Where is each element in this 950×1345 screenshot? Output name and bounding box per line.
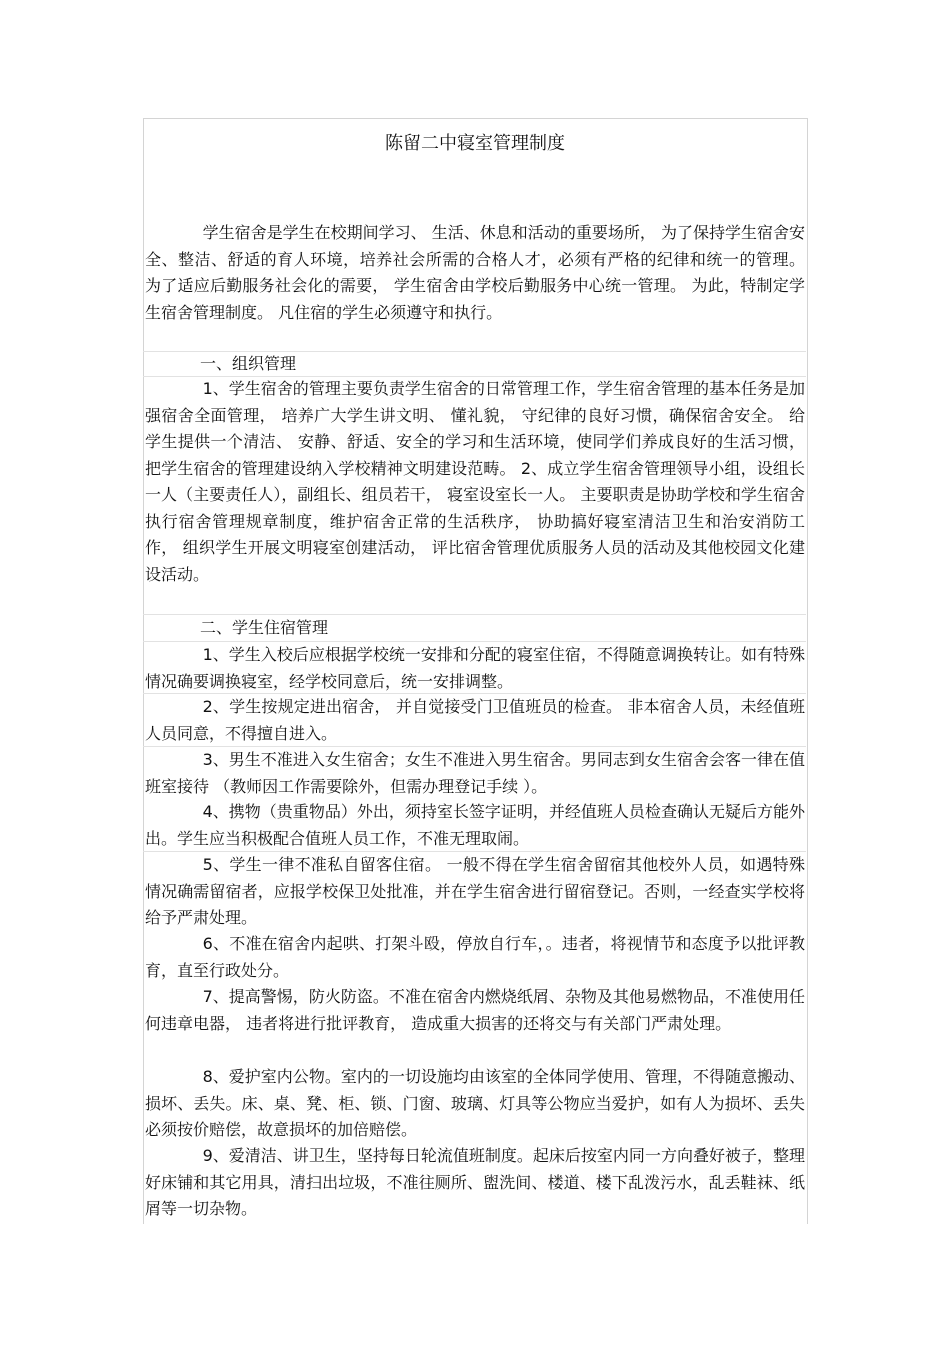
rule-item-6: 6、不准在宿舍内起哄、打架斗殴，停放自行车，。违者，将视情节和态度予以批评教育，直至行政处分。 [145, 934, 805, 980]
intro-paragraph: 学生宿舍是学生在校期间学习、 生活、休息和活动的重要场所， 为了保持学生宿舍安全、整洁、舒适的育人环境，培养社会所需的合格人才，必须有严格的纪律和统一的管理。 为了适应后勤服务社会化的需要， 学生宿舍由学校后勤服务中心统一管理。 为此，特制定学生宿舍管理制度。 凡住宿的学生必须遵守和执行。 [145, 223, 805, 322]
document-title: 陈留二中寝室管理制度 [385, 133, 565, 154]
rule-item-7: 7、提高警惕，防火防盗。不准在宿舍内燃烧纸屑、杂物及其他易燃物品，不准使用任何违章电器， 违者将进行批评教育， 造成重大损害的还将交与有关部门严肃处理。 [145, 987, 805, 1033]
org-paragraph: 1、学生宿舍的管理主要负责学生宿舍的日常管理工作，学生宿舍管理的基本任务是加强宿舍全面管理， 培养广大学生讲文明、 懂礼貌， 守纪律的良好习惯，确保宿舍安全。 给学生提供一个清洁、 安静、舒适、安全的学习和生活环境，使同学们养成良好的生活习惯， 把学生宿舍的管理建设纳入学校精神文明建设范畴。 2、成立学生宿舍管理领导小组，设组长一人（主要责任人），副组长、组员若干， 寝室设室长一人。 主要职责是协助学校和学生宿舍执行宿舍管理规章制度，维护宿舍正常的生活秩序， 协助搞好寝室清洁卫生和治安消防工作， 组织学生开展文明寝室创建活动， 评比宿舍管理优质服务人员的活动及其他校园文化建设活动。 [145, 379, 805, 584]
rule-item-5: 5、学生一律不准私自留客住宿。 一般不得在学生宿舍留宿其他校外人员，如遇特殊情况确需留宿者，应报学校保卫处批准，并在学生宿舍进行留宿登记。否则，一经查实学校将给予严肃处理。 [145, 855, 805, 927]
section-heading-housing: 二、学生住宿管理 [200, 618, 329, 637]
rule-item-8: 8、爱护室内公物。室内的一切设施均由该室的全体同学使用、管理，不得随意搬动、损坏、丢失。床、桌、凳、柜、锁、门窗、玻璃、灯具等公物应当爱护，如有人为损坏、丢失必须按价赔偿，故意损坏的加倍赔偿。 [145, 1067, 805, 1139]
rule-item-3: 3、男生不准进入女生宿舍；女生不准进入男生宿舍。男同志到女生宿舍会客一律在值班室接待 （教师因工作需要除外，但需办理登记手续 ）。 [145, 750, 805, 796]
rule-item-1: 1、学生入校后应根据学校统一安排和分配的寝室住宿，不得随意调换转让。如有特殊情况确要调换寝室，经学校同意后，统一安排调整。 [145, 645, 805, 691]
rule-item-9: 9、爱清洁、讲卫生，坚持每日轮流值班制度。起床后按室内同一方向叠好被子，整理好床铺和其它用具，清扫出垃圾，不准往厕所、盥洗间、楼道、楼下乱泼污水，乱丢鞋袜、纸屑等一切杂物。 [145, 1146, 805, 1218]
rule-item-2: 2、学生按规定进出宿舍， 并自觉接受门卫值班员的检查。 非本宿舍人员，未经值班人员同意，不得擅自进入。 [145, 697, 805, 743]
rule-item-4: 4、携物（贵重物品）外出，须持室长签字证明，并经值班人员检查确认无疑后方能外出。学生应当积极配合值班人员工作，不准无理取闹。 [145, 802, 805, 848]
section-heading-organization: 一、组织管理 [200, 354, 297, 373]
